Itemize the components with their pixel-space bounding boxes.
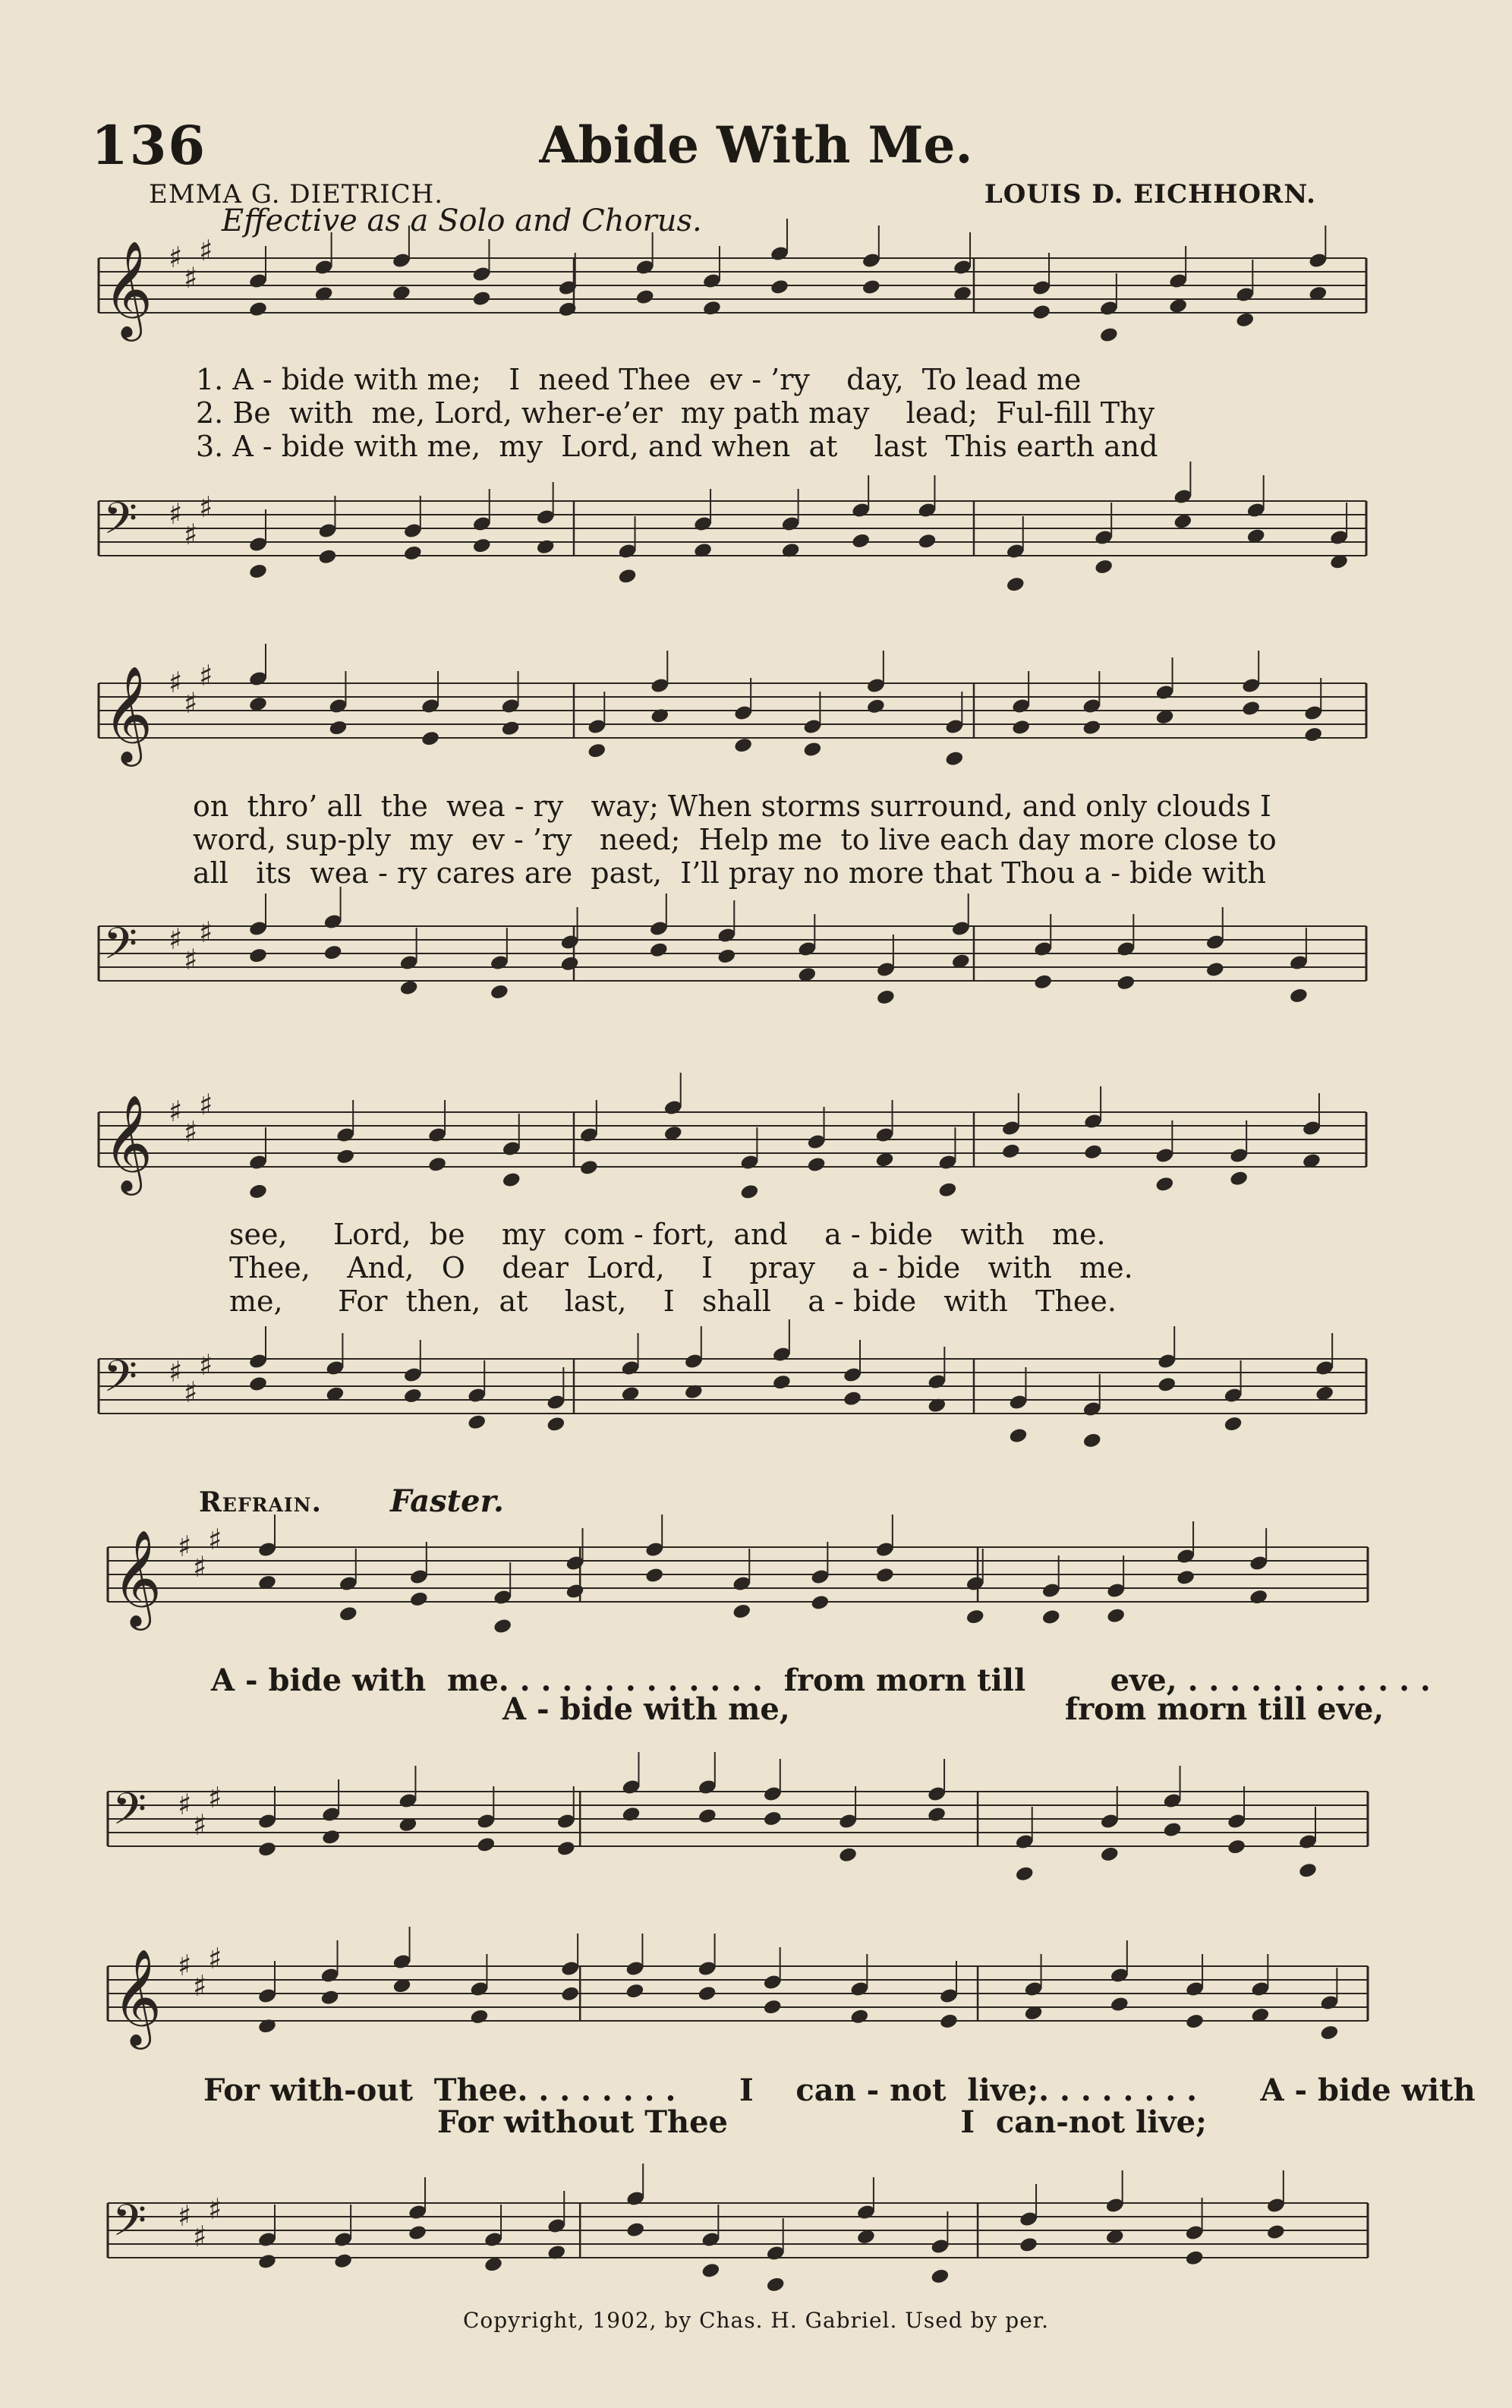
notehead: [1227, 1838, 1246, 1855]
notehead: [1154, 1176, 1174, 1193]
bass-clef-icon: 𝄢: [112, 1783, 147, 1845]
sharp-icon: ♯: [199, 1088, 213, 1121]
notehead: [763, 1998, 783, 2016]
notehead: [739, 1184, 759, 1201]
notehead: [1083, 1143, 1103, 1161]
lyric-verse-3-line-1: 3. A - bide with me, my Lord, and when at last This earth and: [196, 430, 1158, 463]
staff-lines: [99, 501, 1366, 556]
lyric-verse-2-line-2: word, sup-ply my ev - ’ry need; Help me to live each day more close to: [193, 823, 1277, 856]
notehead: [257, 1840, 277, 1858]
notes: [257, 1927, 1340, 2041]
notehead: [1224, 1415, 1243, 1433]
notehead: [851, 532, 871, 550]
notehead: [403, 1387, 423, 1404]
bass-staff-system-1: [83, 486, 1374, 585]
tempo-marking: Faster.: [390, 1483, 504, 1519]
notehead: [1319, 2024, 1339, 2041]
notehead: [698, 1808, 717, 1825]
notehead: [323, 944, 343, 961]
notehead: [1082, 719, 1101, 736]
bass-staff-refrain-2: [93, 2188, 1375, 2287]
treble-clef-icon: 𝄞: [112, 1529, 162, 1626]
notehead: [650, 707, 669, 724]
notehead: [1116, 974, 1136, 991]
bass-clef-icon: 𝄢: [103, 493, 138, 555]
sharp-icon: ♯: [169, 1095, 183, 1128]
notehead: [617, 568, 637, 585]
notehead: [701, 2262, 720, 2280]
sharp-icon: ♯: [199, 1348, 213, 1382]
notehead: [1011, 719, 1031, 736]
staff-lines: [108, 1966, 1368, 2021]
notehead: [1185, 2012, 1205, 2030]
sharp-icon: ♯: [208, 1781, 222, 1814]
notehead: [1006, 575, 1025, 593]
notehead: [1015, 1865, 1035, 1883]
staff-lines: [108, 2203, 1368, 2258]
sharp-icon: ♯: [208, 1942, 222, 1975]
notehead: [732, 1603, 751, 1620]
notehead: [490, 983, 509, 1001]
treble-staff-refrain-1: [93, 1523, 1375, 1631]
sharp-icon: ♯: [193, 2220, 207, 2253]
notehead: [965, 1608, 985, 1625]
sharp-icon: ♯: [199, 916, 213, 949]
sharp-icon: ♯: [184, 1115, 198, 1149]
notehead: [565, 1583, 584, 1600]
notehead: [802, 741, 822, 758]
staff-lines: [99, 1112, 1366, 1167]
notehead: [248, 301, 268, 318]
refrain-lyric-upper-1: A - bide with me. . . . . . . . . . . . . from morn till eve, . . . . . . . . . . . .: [211, 1663, 1431, 1698]
notehead: [1303, 726, 1323, 743]
lyric-verse-1-line-3: see, Lord, be my com - fort, and a - bide with me.: [229, 1218, 1106, 1251]
notehead: [770, 279, 789, 296]
sharp-icon: ♯: [178, 2199, 192, 2233]
notehead: [944, 750, 964, 767]
sharp-icon: ♯: [169, 922, 183, 956]
sharp-icon: ♯: [208, 1523, 222, 1556]
sharp-icon: ♯: [208, 2192, 222, 2226]
hymn-title: Abide With Me.: [539, 115, 973, 175]
sharp-icon: ♯: [184, 686, 198, 720]
notehead: [766, 2276, 786, 2293]
notehead: [1099, 326, 1119, 344]
sharp-icon: ♯: [199, 234, 213, 267]
notehead: [248, 563, 268, 580]
notehead: [317, 548, 337, 566]
notehead: [862, 279, 881, 296]
lyric-verse-2-line-3: Thee, And, O dear Lord, I pray a - bide with me.: [229, 1251, 1133, 1284]
notehead: [472, 537, 492, 554]
notehead: [1033, 973, 1053, 991]
notes: [248, 887, 1309, 1006]
notehead: [930, 2268, 950, 2285]
notehead: [248, 947, 268, 964]
notehead: [733, 736, 753, 754]
page-number: 136: [91, 114, 207, 177]
notehead: [257, 2017, 277, 2035]
notehead: [1110, 1996, 1129, 2013]
notehead: [1266, 2224, 1286, 2241]
lyric-verse-3-line-2: all its wea - ry cares are past, I’ll pray no more that Thou a - bide with: [193, 856, 1266, 890]
notehead: [1205, 961, 1225, 979]
sharp-icon: ♯: [178, 1949, 192, 1982]
notehead: [698, 1985, 717, 2003]
notehead: [1106, 1607, 1126, 1625]
notehead: [320, 1989, 339, 2006]
lyric-verse-3-line-3: me, For then, at last, I shall a - bide with Thee.: [229, 1284, 1117, 1318]
sharp-icon: ♯: [193, 1969, 207, 2003]
notehead: [546, 1416, 565, 1433]
notehead: [1032, 304, 1051, 321]
treble-staff-system-1: [83, 234, 1374, 342]
notehead: [399, 979, 419, 997]
sharp-icon: ♯: [193, 1808, 207, 1842]
notehead: [1229, 1170, 1249, 1187]
notehead: [625, 1982, 644, 2000]
notehead: [1235, 311, 1255, 329]
notehead: [427, 1155, 447, 1173]
notehead: [1162, 1821, 1182, 1839]
performance-direction: Effective as a Solo and Chorus.: [222, 203, 702, 238]
notehead: [717, 947, 736, 965]
notehead: [502, 1171, 521, 1189]
notehead: [536, 538, 556, 556]
notehead: [702, 299, 722, 317]
sharp-icon: ♯: [184, 518, 198, 551]
notes: [248, 1073, 1321, 1200]
refrain-lyric-upper-2: For with-out Thee. . . . . . . . I can - not live;. . . . . . . . A - bide with: [203, 2072, 1476, 2108]
notehead: [1298, 1861, 1318, 1879]
sharp-icon: ♯: [184, 261, 198, 295]
staff-lines: [99, 1359, 1366, 1414]
notehead: [866, 698, 886, 715]
notehead: [876, 988, 896, 1006]
bass-staff-system-2: [83, 911, 1374, 1010]
notehead: [810, 1594, 830, 1612]
notes: [248, 644, 1323, 767]
notes: [248, 462, 1349, 593]
sharp-icon: ♯: [199, 490, 213, 524]
refrain-label: Refrain.: [199, 1486, 322, 1518]
treble-clef-icon: 𝄞: [103, 1094, 153, 1191]
notehead: [621, 1805, 641, 1823]
notehead: [1249, 1588, 1268, 1606]
notehead: [493, 1618, 512, 1635]
notehead: [421, 730, 440, 747]
notehead: [843, 1390, 862, 1407]
notehead: [649, 941, 669, 959]
lyric-verse-2-line-1: 2. Be with me, Lord, wher-e’er my path may lead; Ful-fill Thy: [196, 396, 1155, 430]
notehead: [1041, 1609, 1061, 1626]
bass-staff-system-3: [83, 1344, 1374, 1442]
notes: [257, 2164, 1286, 2293]
notehead: [556, 1840, 576, 1858]
sharp-icon: ♯: [184, 1376, 198, 1409]
notes: [248, 1319, 1334, 1449]
notehead: [1001, 1143, 1021, 1160]
notes: [257, 1752, 1318, 1883]
sharp-icon: ♯: [169, 666, 183, 699]
notehead: [476, 1836, 496, 1854]
notehead: [560, 1985, 580, 2003]
notehead: [333, 2252, 353, 2270]
notehead: [838, 1846, 858, 1864]
sharp-icon: ♯: [169, 241, 183, 274]
staff-lines: [99, 683, 1366, 738]
notehead: [1185, 2249, 1205, 2267]
notehead: [471, 290, 491, 307]
bass-clef-icon: 𝄢: [103, 1351, 138, 1413]
notehead: [939, 2012, 959, 2030]
notehead: [248, 1183, 268, 1200]
notehead: [500, 720, 520, 737]
sharp-icon: ♯: [184, 943, 198, 976]
notehead: [403, 544, 423, 562]
notehead: [409, 1590, 429, 1608]
notehead: [625, 2221, 645, 2239]
treble-staff-refrain-2: [93, 1942, 1375, 2050]
lyric-verse-1-line-2: on thro’ all the wea - ry way; When storms surround, and only clouds I: [193, 790, 1271, 823]
treble-clef-icon: 𝄞: [103, 240, 153, 337]
notehead: [579, 1159, 599, 1177]
refrain-lyric-lower-1: A - bide with me, from morn till eve,: [502, 1691, 1384, 1727]
notehead: [763, 1810, 783, 1827]
treble-clef-icon: 𝄞: [112, 1948, 162, 2045]
notehead: [806, 1156, 826, 1174]
notehead: [1289, 987, 1309, 1004]
treble-staff-system-2: [83, 659, 1374, 767]
notehead: [1241, 700, 1261, 717]
notehead: [1082, 1432, 1102, 1449]
notehead: [849, 2008, 869, 2025]
notehead: [248, 1376, 268, 1393]
bass-staff-refrain-1: [93, 1776, 1375, 1875]
composer-credit: LOUIS D. EICHHORN.: [984, 179, 1316, 210]
author-credit: EMMA G. DIETRICH.: [149, 179, 444, 210]
notehead: [772, 1373, 792, 1391]
notehead: [875, 1567, 895, 1584]
notehead: [339, 1605, 358, 1622]
notehead: [587, 742, 606, 759]
notehead: [408, 2224, 427, 2242]
sharp-icon: ♯: [193, 1550, 207, 1584]
notehead: [1100, 1845, 1120, 1863]
notehead: [1019, 2236, 1038, 2254]
notehead: [1157, 1376, 1177, 1394]
notehead: [328, 719, 348, 736]
sharp-icon: ♯: [169, 1355, 183, 1388]
lyric-verse-1-line-1: 1. A - bide with me; I need Thee ev - ’ry day, To lead me: [196, 363, 1082, 396]
refrain-lyric-lower-2: For without Thee I can-not live;: [437, 2104, 1207, 2140]
notehead: [1176, 1569, 1195, 1587]
notehead: [469, 2008, 489, 2025]
notehead: [644, 1567, 664, 1584]
notehead: [635, 288, 655, 306]
notehead: [1168, 298, 1188, 315]
sharp-icon: ♯: [199, 659, 213, 692]
bass-clef-icon: 𝄢: [103, 918, 138, 980]
bass-clef-icon: 𝄢: [112, 2195, 147, 2257]
notehead: [467, 1414, 487, 1431]
sharp-icon: ♯: [178, 1788, 192, 1821]
notehead: [335, 1148, 355, 1165]
notehead: [559, 955, 579, 972]
notehead: [927, 1806, 947, 1823]
notehead: [917, 533, 937, 550]
copyright-notice: Copyright, 1902, by Chas. H. Gabriel. Used by per.: [463, 2308, 1049, 2333]
sharp-icon: ♯: [169, 497, 183, 531]
treble-staff-system-3: [83, 1088, 1374, 1196]
treble-clef-icon: 𝄞: [103, 665, 153, 762]
notehead: [1094, 558, 1114, 575]
notehead: [321, 1829, 341, 1846]
notehead: [937, 1181, 957, 1199]
sharp-icon: ♯: [178, 1530, 192, 1563]
notehead: [1008, 1427, 1028, 1445]
notehead: [257, 2253, 277, 2271]
